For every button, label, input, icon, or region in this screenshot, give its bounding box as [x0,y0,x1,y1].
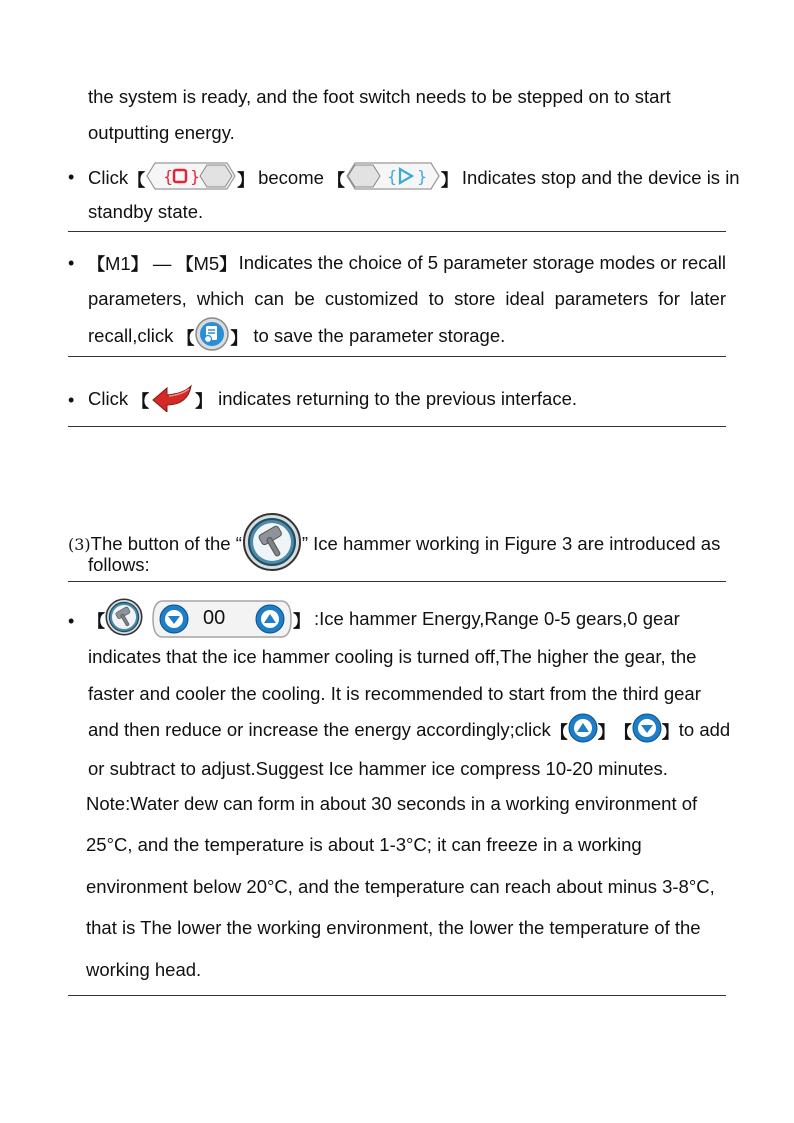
text-fragment: recall,click [88,325,174,346]
svg-text:}: } [190,166,201,186]
bracket-close: 】 [597,722,615,742]
bullet: • [68,611,75,631]
text-fragment: to add [678,719,731,740]
play-toggle-icon[interactable] [345,161,441,196]
bracket-open: 【 [614,722,632,742]
ice-hammer-icon[interactable] [242,512,302,577]
bracket-open: 【 [128,170,146,190]
save-parameter-icon[interactable] [194,316,230,357]
stop-toggle-icon[interactable] [145,161,237,196]
note-line: 25°C, and the temperature is about 1-3°C; it can freeze in a working [86,834,642,855]
energy-value: 00 [203,607,226,629]
note-line: working head. [86,959,202,980]
bracket-open: 【 [327,170,345,190]
bracket-close: 】 [237,170,255,190]
text-line: faster and cooler the cooling. It is recommended to start from the third gear [88,683,701,704]
stop-description: Indicates stop and the device is in [461,167,740,188]
memory-save-line [88,318,505,354]
memory-description: Indicates the choice of 5 parameter storage modes or recall [238,251,726,273]
divider [68,356,726,357]
svg-text:{: { [386,166,398,186]
increase-icon[interactable] [568,713,598,748]
bullet: • [68,167,75,187]
click-label: Click [88,388,129,409]
ice-hammer-icon [105,598,143,641]
text-fragment: to save the parameter storage. [253,325,506,346]
memory-item-line [88,250,726,275]
text-fragment: and then reduce or increase the energy accordingly;click [88,719,551,740]
bracket-close: 】 [195,391,213,411]
back-item-line [88,383,577,415]
divider [68,581,726,582]
become-label: become [258,167,324,188]
text-line: or subtract to adjust.Suggest Ice hammer ice compress 10-20 minutes. [88,758,668,779]
bracket-close: 】 [661,722,679,742]
section-number: (3) [68,534,91,554]
section-suffix: ” Ice hammer working in Figure 3 are introduced as [301,533,721,554]
energy-control [151,599,293,639]
bracket-close: 】 [440,170,458,190]
text-line: the system is ready, and the foot switch needs to be stepped on to start [88,86,671,107]
note-line: Note:Water dew can form in about 30 seconds in a working environment of [86,793,698,814]
divider [68,995,726,996]
bracket-open: 【 [176,255,194,274]
bracket-open: 【 [132,391,150,411]
bracket-close: 】 [130,255,148,274]
back-arrow-icon[interactable] [149,382,195,417]
divider [68,231,726,232]
bracket-close: 】 [230,328,248,348]
text-line: outputting energy. [88,122,235,143]
bracket-open: 【 [550,722,568,742]
bracket-open: 【 [177,328,195,348]
hammer-description: :Ice hammer Energy,Range 0-5 gears,0 gear [314,608,680,629]
text-line: standby state. [88,201,204,222]
bracket-close: 】 [293,611,310,631]
svg-text:}: } [416,166,428,186]
bullet: • [68,390,75,410]
dash: — [152,253,172,274]
text-line: indicates that the ice hammer cooling is turned off,The higher the gear, the [88,646,697,667]
section-prefix: The button of the “ [90,533,242,554]
bullet: • [68,253,75,273]
bracket-close: 】 [219,255,237,274]
text-line: follows: [88,554,150,575]
svg-text:{: { [163,166,174,186]
bracket-open: 【 [88,255,105,274]
decrease-icon[interactable] [632,713,662,748]
memory-m1[interactable]: M1 [105,253,131,274]
adjust-line [88,712,731,748]
bracket-open: 【 [88,611,105,631]
click-label: Click [88,167,129,188]
note-line: environment below 20°C, and the temperature can reach about minus 3-8°C, [86,876,715,897]
divider [68,426,726,427]
hammer-item-line [88,598,680,640]
increase-icon[interactable] [255,604,285,639]
text-line: parameters, which can be customized to store ideal parameters for later [88,288,726,309]
back-description: indicates returning to the previous interface. [218,388,577,409]
stop-item-line [88,162,740,194]
note-line: that is The lower the working environment, the lower the temperature of the [86,917,701,938]
section-heading [68,514,720,574]
memory-m5[interactable]: M5 [193,253,220,274]
decrease-icon[interactable] [159,604,189,639]
